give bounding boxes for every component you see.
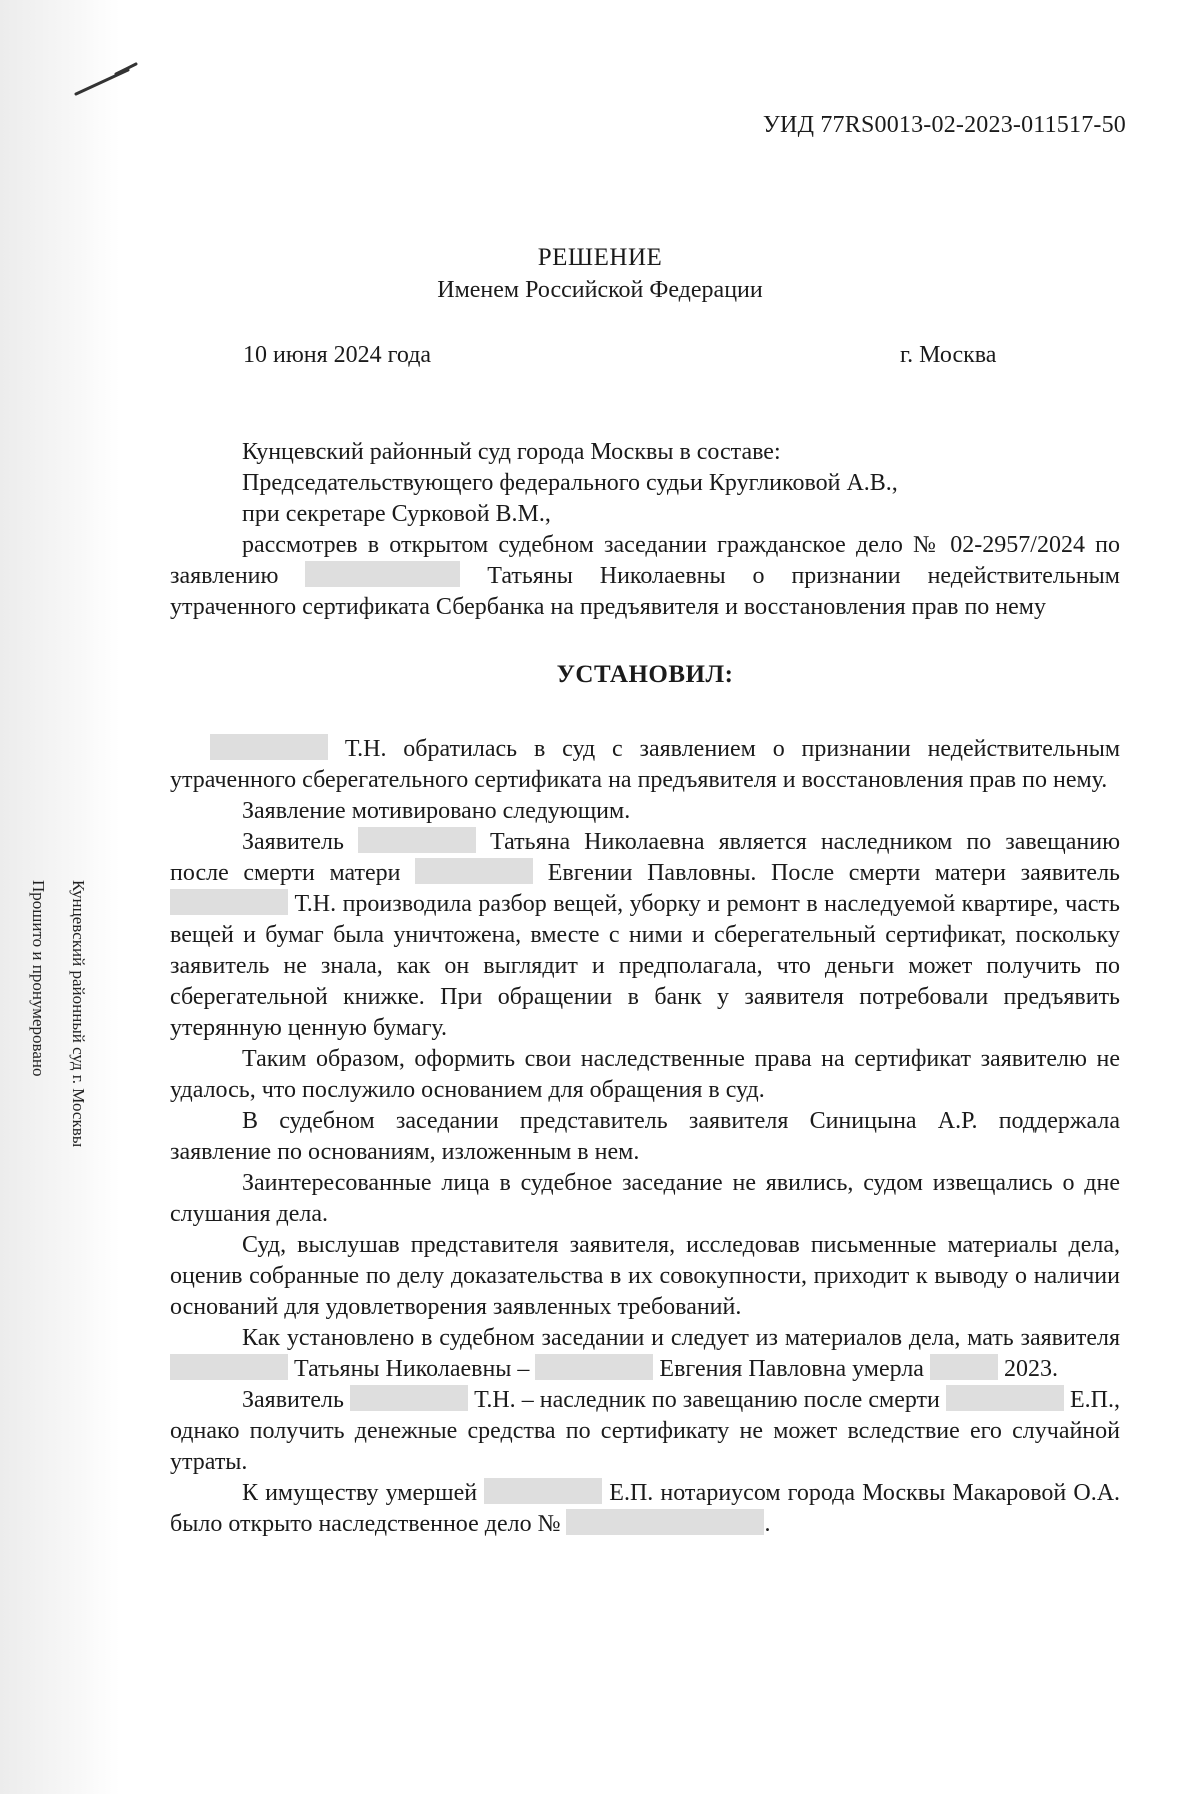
paragraph-9 <box>170 1385 1120 1478</box>
paragraph-5: В судебном заседании представитель заявителя Синицына А.Р. поддержала заявление по основаниям, изложенным в нем. <box>170 1108 1120 1165</box>
paragraph-2: Заявление мотивировано следующим. <box>242 798 631 824</box>
paragraph-7: Суд, выслушав представителя заявителя, исследовав письменные материалы дела, оценив собранные по делу доказательства в их совокупности, приходит к выводу о наличии оснований для удовлетворения заявленных требований. <box>170 1232 1120 1320</box>
paragraph-10-text-b: Е.П. нотариусом города Москвы Макаровой О.А. было открыто наследственное дело № <box>170 1480 1121 1537</box>
court-line: Кунцевский районный суд города Москвы в составе: <box>242 439 781 465</box>
case-paragraph <box>170 530 1120 623</box>
redacted-surname <box>415 858 533 884</box>
stamp-stitched-text: Прошито и пронумеровано <box>29 880 48 1077</box>
redacted-surname <box>358 827 476 853</box>
document-title: РЕШЕНИЕ <box>537 244 663 271</box>
document-subtitle: Именем Российской Федерации <box>437 277 763 303</box>
paragraph-1-text: Т.Н. обратилась в суд с заявлением о признании недействительным утраченного сберегательного сертификата на предъявителя и восстановления прав по нему. <box>170 736 1121 793</box>
redacted-surname <box>484 1478 602 1504</box>
redacted-surname <box>305 561 460 587</box>
redacted-date <box>930 1354 998 1380</box>
paragraph-6: Заинтересованные лица в судебное заседание не явились, судом извещались о дне слушания дела. <box>170 1170 1120 1227</box>
paragraph-9-text-c: Е.П., однако получить денежные средства по сертификату не может вследствие его случайной утраты. <box>170 1387 1120 1475</box>
paragraph-9-text-a: Заявитель <box>242 1387 344 1413</box>
document-body <box>170 437 1120 1540</box>
redacted-surname <box>946 1385 1064 1411</box>
paragraph-4: Таким образом, оформить свои наследственные права на сертификат заявителю не удалось, что послужило основанием для обращения в суд. <box>170 1046 1120 1103</box>
paragraph-8-text-b: Татьяны Николаевны – <box>294 1356 530 1382</box>
decision-city: г. Москва <box>900 342 997 368</box>
paragraph-10 <box>170 1478 1120 1540</box>
redacted-surname <box>170 889 288 915</box>
paragraph-10-text-a: К имуществу умершей <box>242 1480 478 1506</box>
paragraph-8-text-d: 2023. <box>1003 1356 1058 1382</box>
paragraph-8 <box>170 1323 1120 1385</box>
case-uid: УИД 77RS0013-02-2023-011517-50 <box>762 112 1126 138</box>
binding-stamp <box>8 880 118 1220</box>
redacted-surname <box>535 1354 653 1380</box>
paragraph-3-text-d: Т.Н. производила разбор вещей, уборку и ремонт в наследуемой квартире, часть вещей и бумаг была уничтожена, вместе с ними и сберегательный сертификат, поскольку заявитель не знала, как он выглядит и предполагала, что деньги может получить по сберегательной книжке. При обращении в банк у заявителя потребовали предъявить утерянную ценную бумагу. <box>170 891 1120 1041</box>
pen-mark <box>72 62 142 102</box>
case-text-2: Татьяны Николаевны о признании недействительным утраченного сертификата Сбербанка на предъявителя и восстановления прав по нему <box>170 563 1120 620</box>
secretary-line: при секретаре Сурковой В.М., <box>242 501 551 527</box>
paragraph-8-text-a: Как установлено в судебном заседании и следует из материалов дела, мать заявителя <box>242 1325 1120 1351</box>
paragraph-3-text-c: Евгении Павловны. После смерти матери заявитель <box>547 860 1121 886</box>
redacted-surname <box>350 1385 468 1411</box>
redacted-case-number <box>566 1509 764 1535</box>
paragraph-3 <box>170 827 1120 1044</box>
paragraph-8-text-c: Евгения Павловна умерла <box>659 1356 924 1382</box>
stamp-court-name: Кунцевский районный суд г. Москвы <box>69 880 88 1148</box>
paragraph-3-text-a: Заявитель <box>242 829 344 855</box>
redacted-surname <box>210 734 328 760</box>
decision-date: 10 июня 2024 года <box>243 342 432 368</box>
judge-line: Председательствующего федерального судьи Кругликовой А.В., <box>242 470 898 496</box>
redacted-surname <box>170 1354 288 1380</box>
paragraph-3-text-b: Татьяна Николаевна является наследником по завещанию после смерти матери <box>170 829 1121 886</box>
paragraph-10-text-c: . <box>764 1511 771 1537</box>
paragraph-9-text-b: Т.Н. – наследник по завещанию после смерти <box>474 1387 940 1413</box>
case-text-1: рассмотрев в открытом судебном заседании гражданское дело № 02-2957/2024 по заявлению <box>170 532 1120 589</box>
section-heading: УСТАНОВИЛ: <box>556 661 734 688</box>
paragraph-1 <box>170 734 1120 796</box>
